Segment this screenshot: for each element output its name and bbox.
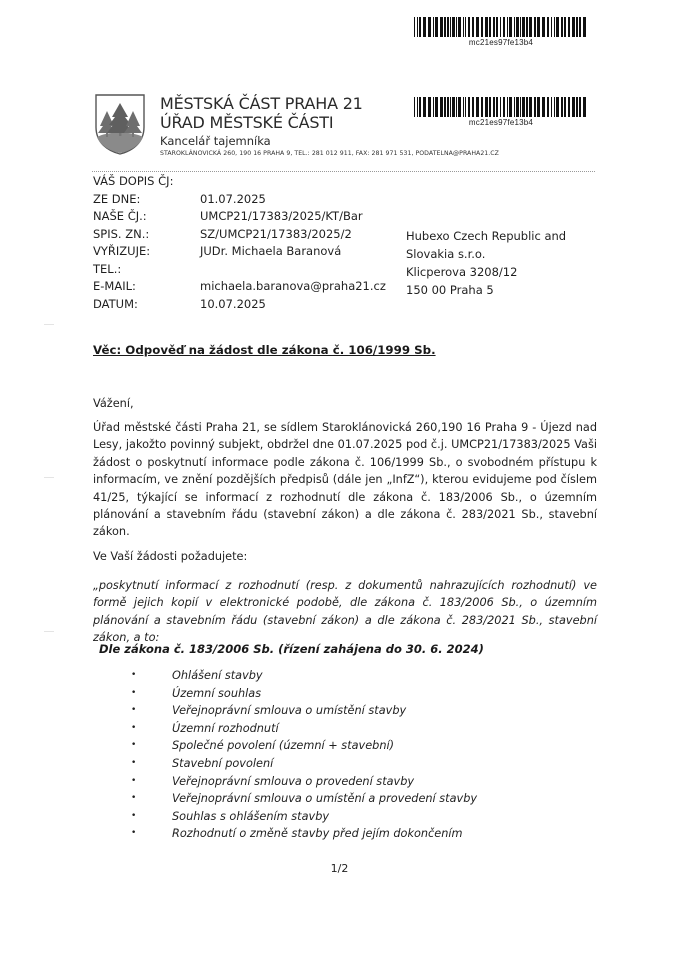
reference-value: 01.07.2025 xyxy=(200,191,266,206)
barcode-bar xyxy=(414,17,415,37)
scan-mark xyxy=(44,324,54,325)
bullet-icon: • xyxy=(131,793,137,804)
list-item xyxy=(128,702,477,720)
reference-label: VÁŠ DOPIS ČJ: xyxy=(93,174,174,188)
list-item xyxy=(128,720,477,738)
list-item xyxy=(128,685,477,703)
barcode-bars xyxy=(414,97,588,117)
barcode-bar xyxy=(529,97,532,117)
barcode-bar xyxy=(472,17,474,37)
barcode-bar xyxy=(507,97,508,117)
barcode-bar xyxy=(440,97,443,117)
barcode-bar xyxy=(463,17,464,37)
barcode-bar xyxy=(547,17,549,37)
greeting: Vážení, xyxy=(93,397,134,410)
barcode-bar xyxy=(450,97,451,117)
recipient-line: Klicperova 3208/12 xyxy=(406,265,518,279)
reference-row xyxy=(93,173,386,191)
barcode-bar xyxy=(481,97,483,117)
barcode-bar xyxy=(468,97,470,117)
barcode-bar xyxy=(500,97,501,117)
letter-subject: Věc: Odpověď na žádost dle zákona č. 106/1999 Sb. xyxy=(93,343,436,357)
reference-label: E-MAIL: xyxy=(93,279,136,293)
barcode-header xyxy=(414,97,588,127)
list-item xyxy=(128,808,477,826)
barcode-bar xyxy=(551,17,552,37)
bullet-icon: • xyxy=(131,722,137,733)
barcode-code: mc21es97fe13b4 xyxy=(468,118,534,127)
barcode-bar xyxy=(447,17,449,37)
list-item-text: Ohlášení stavby xyxy=(172,669,263,682)
barcode-bar xyxy=(435,17,438,37)
list-item-text: Společné povolení (územní + stavební) xyxy=(172,739,395,753)
barcode-bar xyxy=(568,17,570,37)
barcode-bar xyxy=(485,17,488,37)
barcode-bar xyxy=(514,17,515,37)
barcode-bar xyxy=(456,97,457,117)
list-item-text: Rozhodnutí o změně stavby před jejím dokončením xyxy=(172,827,463,841)
page-number: 1/2 xyxy=(330,862,349,875)
barcode-bar xyxy=(481,17,483,37)
barcode-bar xyxy=(465,17,466,37)
reference-label: SPIS. ZN.: xyxy=(93,226,150,241)
bullet-icon: • xyxy=(131,705,137,716)
barcode-code: mc21es97fe13b4 xyxy=(468,38,534,47)
list-item xyxy=(128,773,477,791)
barcode-bar xyxy=(433,17,434,37)
bullet-icon: • xyxy=(131,687,137,698)
barcode-bar xyxy=(414,97,415,117)
barcode-bar xyxy=(428,17,431,37)
section-heading: Dle zákona č. 183/2006 Sb. (řízení zahájena do 30. 6. 2024) xyxy=(99,642,484,656)
barcode-bar xyxy=(496,97,498,117)
reference-row xyxy=(93,278,386,296)
barcode-bar xyxy=(576,97,578,117)
org-line-2: ÚŘAD MĚSTSKÉ ČÁSTI xyxy=(160,113,334,132)
body-paragraph-1: Úřad městské části Praha 21, se sídlem Staroklánovická 260,190 16 Praha 9 - Újezd nad Lesy, jakožto povinný subjekt, obdržel dne 01.07.2025 pod č.j. UMCP21/17383/2025 Vaši žádost o poskytnutí informace podle zákona č. 106/1999 Sb., o svobodném přístupu k informacím, ve znění pozdějších předpisů (dále jen „InfZ“), kterou evidujeme pod číslem 41/25, týkající se informací z rozhodnutí dle zákona č. 183/2006 Sb., o územním plánování a stavebním řádu (stavební zákon) a dle zákona č. 283/2021 Sb., stavební zákon. xyxy=(93,421,597,539)
barcode-bar xyxy=(458,97,461,117)
barcode-bar xyxy=(468,17,470,37)
barcode-bar xyxy=(456,17,457,37)
reference-value: JUDr. Michaela Baranová xyxy=(200,244,342,258)
barcode-bar xyxy=(542,17,545,37)
department-name: Kancelář tajemníka xyxy=(160,134,271,148)
bullet-icon: • xyxy=(131,828,137,839)
barcode-bar xyxy=(572,97,575,117)
reference-label: TEL.: xyxy=(93,261,122,276)
barcode-bar xyxy=(554,97,555,117)
barcode-bar xyxy=(514,97,515,117)
reference-value: 10.07.2025 xyxy=(200,296,266,311)
reference-label: ZE DNE: xyxy=(93,191,141,206)
reference-label: NAŠE ČJ.: xyxy=(93,209,147,223)
list-item xyxy=(128,667,477,685)
organization-name xyxy=(160,94,363,132)
barcode-bar xyxy=(417,97,418,117)
bullet-icon: • xyxy=(131,810,137,821)
coat-of-arms-icon xyxy=(94,93,146,155)
header-divider xyxy=(92,171,595,172)
barcode-bar xyxy=(444,17,446,37)
barcode-bar xyxy=(433,97,434,117)
reference-value: UMCP21/17383/2025/KT/Bar xyxy=(200,209,363,223)
bullet-icon: • xyxy=(131,775,137,786)
org-line-1: MĚSTSKÁ ČÁST PRAHA 21 xyxy=(160,94,363,113)
reference-row xyxy=(93,226,386,244)
barcode-bar xyxy=(554,17,555,37)
barcode-top xyxy=(414,17,588,47)
list-item xyxy=(128,737,477,755)
barcode-bar xyxy=(529,17,532,37)
barcode-bar xyxy=(520,17,521,37)
reference-row xyxy=(93,191,386,209)
barcode-bar xyxy=(564,97,566,117)
barcode-bar xyxy=(493,17,495,37)
bullet-icon: • xyxy=(131,740,137,751)
barcode-bar xyxy=(476,17,479,37)
reference-label: DATUM: xyxy=(93,296,138,311)
barcode-bar xyxy=(583,97,586,117)
recipient-address xyxy=(406,227,566,299)
barcode-bar xyxy=(489,17,491,37)
request-quote: „poskytnutí informací z rozhodnutí (resp. z dokumentů nahrazujících rozhodnutí) ve formě jejich kopií v elektronické podobě, dle zákona č. 183/2006 Sb., o územním plánování a stavebním řádu (stavební zákon) a dle zákona č. 283/2021 Sb., stavební zákon, a to: xyxy=(93,579,597,645)
list-item-text: Veřejnoprávní smlouva o umístění stavby xyxy=(172,704,407,718)
barcode-bar xyxy=(516,17,519,37)
organization-address: STAROKLÁNOVICKÁ 260, 190 16 PRAHA 9, TEL.: 281 012 911, FAX: 281 971 531, PODATELNA@PRAHA21.CZ xyxy=(160,150,499,157)
barcode-bar xyxy=(564,17,566,37)
barcode-bar xyxy=(419,17,421,37)
barcode-bar xyxy=(444,97,446,117)
barcode-bar xyxy=(522,97,525,117)
list-item xyxy=(128,790,477,808)
barcode-bar xyxy=(417,17,418,37)
barcode-bar xyxy=(458,17,461,37)
scan-mark xyxy=(44,477,54,478)
barcode-bar xyxy=(428,97,431,117)
recipient-line: Slovakia s.r.o. xyxy=(406,247,486,261)
barcode-bar xyxy=(561,97,563,117)
barcode-bar xyxy=(493,97,495,117)
list-item xyxy=(128,825,477,843)
barcode-bar xyxy=(520,97,521,117)
barcode-bars xyxy=(414,17,588,37)
reference-value: SZ/UMCP21/17383/2025/2 xyxy=(200,226,352,241)
barcode-bar xyxy=(522,17,525,37)
barcode-bar xyxy=(489,97,491,117)
barcode-bar xyxy=(447,97,449,117)
barcode-bar xyxy=(476,97,479,117)
barcode-bar xyxy=(547,97,549,117)
barcode-bar xyxy=(556,97,559,117)
list-item-text: Územní souhlas xyxy=(172,686,262,700)
barcode-bar xyxy=(419,97,421,117)
reference-row xyxy=(93,296,386,314)
barcode-bar xyxy=(579,17,581,37)
barcode-bar xyxy=(534,17,536,37)
barcode-bar xyxy=(534,97,536,117)
reference-label: VYŘIZUJE: xyxy=(93,244,151,258)
barcode-bar xyxy=(516,97,519,117)
reference-value: michaela.baranova@praha21.cz xyxy=(200,279,386,293)
barcode-bar xyxy=(496,17,498,37)
barcode-bar xyxy=(509,17,512,37)
barcode-bar xyxy=(568,97,570,117)
bullet-icon: • xyxy=(131,757,137,768)
barcode-bar xyxy=(526,97,528,117)
barcode-bar xyxy=(503,97,505,117)
barcode-bar xyxy=(579,97,581,117)
barcode-bar xyxy=(551,97,552,117)
barcode-bar xyxy=(572,17,575,37)
barcode-bar xyxy=(507,17,508,37)
barcode-bar xyxy=(423,17,426,37)
barcode-bar xyxy=(583,17,586,37)
barcode-bar xyxy=(503,17,505,37)
barcode-bar xyxy=(576,17,578,37)
barcode-bar xyxy=(542,97,545,117)
barcode-bar xyxy=(485,97,488,117)
barcode-bar xyxy=(500,17,501,37)
barcode-bar xyxy=(561,17,563,37)
barcode-bar xyxy=(526,17,528,37)
bullet-icon: • xyxy=(131,670,137,680)
barcode-bar xyxy=(472,97,474,117)
recipient-line: Hubexo Czech Republic and xyxy=(406,229,567,243)
barcode-bar xyxy=(465,97,466,117)
barcode-bar xyxy=(450,17,451,37)
list-item xyxy=(128,755,477,773)
barcode-bar xyxy=(537,17,540,37)
barcode-bar xyxy=(435,97,438,117)
reference-row xyxy=(93,208,386,226)
barcode-bar xyxy=(463,97,464,117)
barcode-bar xyxy=(423,97,426,117)
body-paragraph-2: Ve Vaší žádosti požadujete: xyxy=(93,550,248,563)
list-item-text: Stavební povolení xyxy=(172,756,274,770)
barcode-bar xyxy=(509,97,512,117)
list-item-text: Souhlas s ohlášením stavby xyxy=(172,809,330,823)
recipient-line: 150 00 Praha 5 xyxy=(406,283,494,297)
reference-row xyxy=(93,261,386,279)
barcode-bar xyxy=(440,17,443,37)
list-item-text: Veřejnoprávní smlouva o provedení stavby xyxy=(172,774,415,788)
scan-mark xyxy=(44,631,54,632)
request-items-list xyxy=(128,667,477,843)
reference-row xyxy=(93,243,386,261)
barcode-bar xyxy=(452,17,455,37)
barcode-bar xyxy=(556,17,559,37)
barcode-bar xyxy=(537,97,540,117)
reference-table xyxy=(93,173,386,313)
list-item-text: Veřejnoprávní smlouva o umístění a provedení stavby xyxy=(172,792,478,806)
list-item-text: Územní rozhodnutí xyxy=(172,721,279,735)
barcode-bar xyxy=(452,97,455,117)
